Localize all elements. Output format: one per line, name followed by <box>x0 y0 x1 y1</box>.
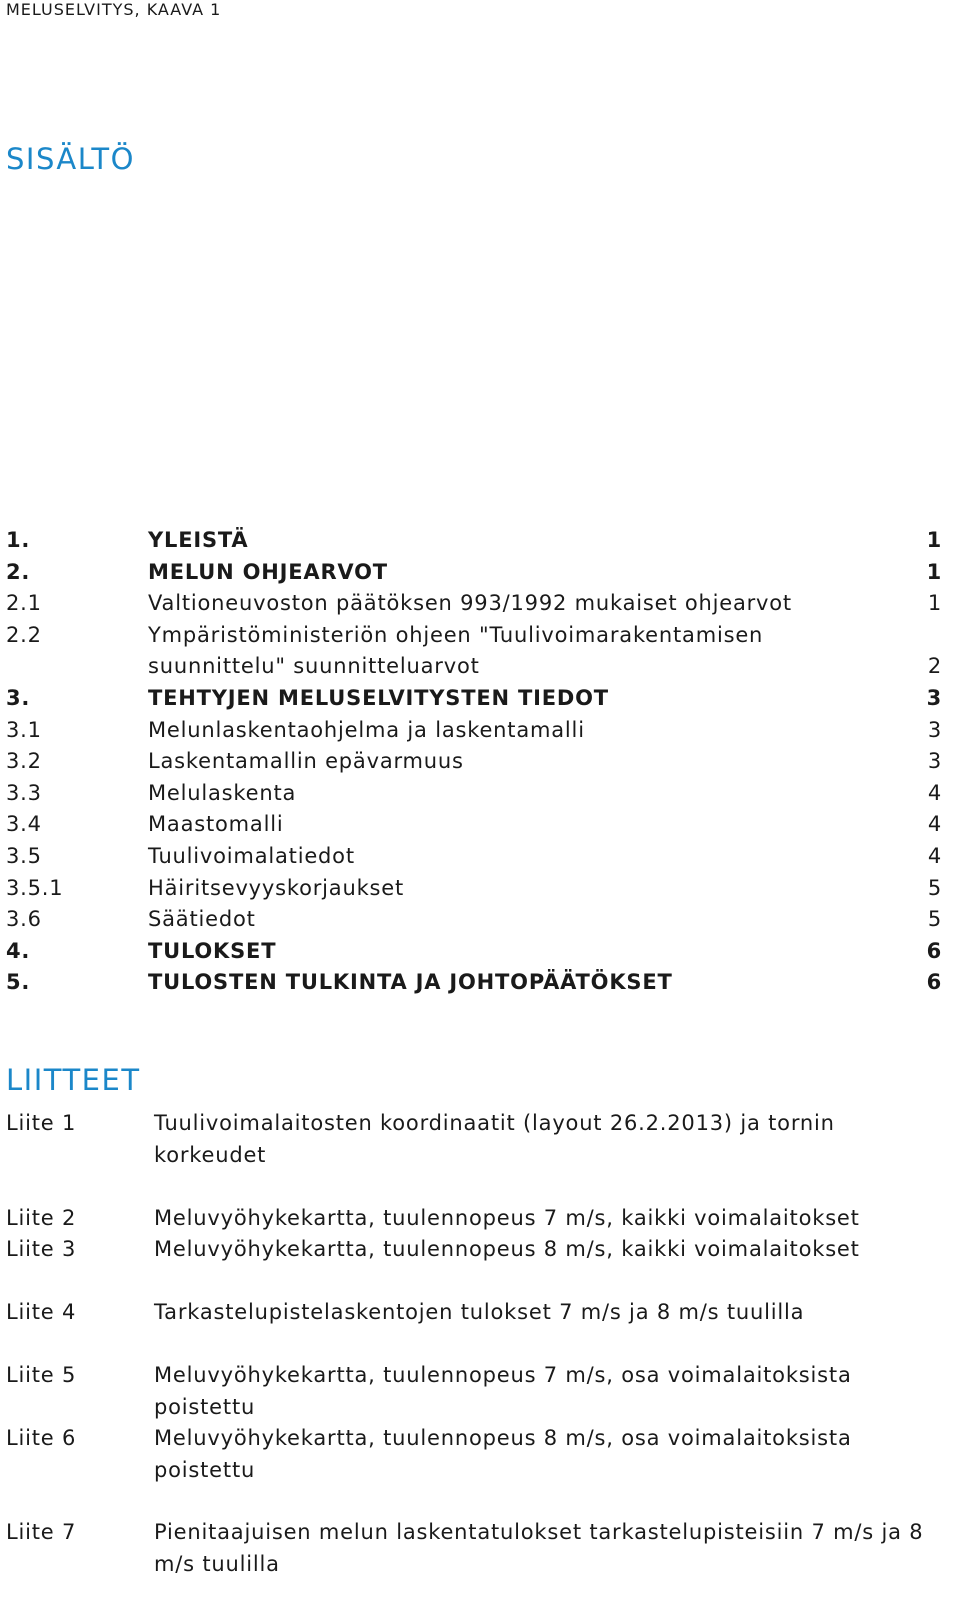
toc-entry[interactable] <box>6 841 942 873</box>
toc-entry-number: 2. <box>6 559 31 584</box>
appendix-label: Liite 3 <box>6 1237 77 1261</box>
appendix-text: Tarkastelupistelaskentojen tulokset 7 m/s ja 8 m/s tuulilla <box>154 1300 805 1324</box>
toc-entry[interactable] <box>6 525 942 557</box>
toc-entry-title: Valtioneuvoston päätöksen 993/1992 mukaiset ohjearvot <box>148 591 792 616</box>
toc-entry-page: 3 <box>927 749 942 774</box>
toc-entry-title: Ympäristöministeriön ohjeen "Tuulivoimarakentamisen suunnittelu" suunnitteluarvot <box>148 622 764 679</box>
document-header: MELUSELVITYS, KAAVA 1 <box>6 0 222 19</box>
appendix-label: Liite 5 <box>6 1363 77 1387</box>
toc-entry[interactable] <box>6 967 942 999</box>
toc-entry-title: MELUN OHJEARVOT <box>148 559 388 584</box>
toc-entry[interactable] <box>6 904 942 936</box>
toc-entry-title: YLEISTÄ <box>148 528 249 552</box>
toc-entry-number: 3.1 <box>6 717 42 742</box>
toc-entry-page: 6 <box>926 970 942 995</box>
appendix-text: Meluvyöhykekartta, tuulennopeus 8 m/s, kaikki voimalaitokset <box>154 1237 860 1261</box>
toc-entry[interactable] <box>6 683 942 715</box>
toc-entry-title: Tuulivoimalatiedot <box>148 843 355 868</box>
toc-entry-page: 1 <box>927 591 942 616</box>
toc-entry-number: 2.1 <box>6 591 42 616</box>
toc-entry-number: 1. <box>6 528 31 552</box>
appendix-text: Meluvyöhykekartta, tuulennopeus 8 m/s, osa voimalaitoksista poistettu <box>154 1426 852 1482</box>
toc-entry[interactable] <box>6 715 942 747</box>
toc-entry-title: Laskentamallin epävarmuus <box>148 749 464 774</box>
toc-entry-number: 2.2 <box>6 622 42 647</box>
toc-entry-page: 4 <box>927 843 942 868</box>
toc-entry[interactable] <box>6 588 942 620</box>
toc-entry-page: 1 <box>926 528 942 552</box>
toc-entry-title: Melunlaskentaohjelma ja laskentamalli <box>148 717 585 742</box>
toc-entry-page: 3 <box>927 717 942 742</box>
toc-entry-number: 5. <box>6 970 31 995</box>
toc-heading: SISÄLTÖ <box>6 142 135 176</box>
appendix-text: Tuulivoimalaitosten koordinaatit (layout 26.2.2013) ja tornin korkeudet <box>154 1111 835 1167</box>
appendix-text: Pienitaajuisen melun laskentatulokset tarkastelupisteisiin 7 m/s ja 8 m/s tuulilla <box>154 1520 924 1576</box>
toc-entry[interactable] <box>6 778 942 810</box>
appendix-label: Liite 1 <box>6 1111 77 1135</box>
appendix-label: Liite 7 <box>6 1520 77 1544</box>
appendix-heading: LIITTEET <box>6 1063 141 1097</box>
toc-entry[interactable] <box>6 936 942 968</box>
toc-entry[interactable] <box>6 809 942 841</box>
toc-entry-page: 3 <box>926 685 942 710</box>
toc-entry-title: TULOSTEN TULKINTA JA JOHTOPÄÄTÖKSET <box>148 970 673 995</box>
appendix-label: Liite 2 <box>6 1206 77 1230</box>
toc-entry[interactable] <box>6 746 942 778</box>
toc-entry-page: 5 <box>927 907 942 932</box>
toc-entry-title: Säätiedot <box>148 907 256 932</box>
toc-entry-number: 3.4 <box>6 812 42 837</box>
toc-entry-number: 3.6 <box>6 907 42 932</box>
toc-entry-number: 3.5.1 <box>6 875 64 900</box>
toc-entry-page: 4 <box>927 812 942 837</box>
toc-entry-page: 2 <box>927 654 942 679</box>
toc-entry-page: 4 <box>927 780 942 805</box>
toc-entry[interactable] <box>6 557 942 589</box>
toc-entry-page: 6 <box>926 938 942 963</box>
toc-entry-page: 5 <box>927 875 942 900</box>
toc-entry-title: Maastomalli <box>148 812 284 837</box>
toc-entry[interactable] <box>6 873 942 905</box>
toc-entry-title: Häiritsevyyskorjaukset <box>148 875 405 900</box>
toc-entry-page: 1 <box>926 559 942 584</box>
toc-entry-number: 3.3 <box>6 780 42 805</box>
toc-entry-title: Melulaskenta <box>148 780 297 805</box>
appendix-text: Meluvyöhykekartta, tuulennopeus 7 m/s, kaikki voimalaitokset <box>154 1206 860 1230</box>
table-of-contents <box>6 525 942 999</box>
toc-entry-number: 3. <box>6 685 31 710</box>
toc-entry-number: 3.2 <box>6 749 42 774</box>
appendix-label: Liite 6 <box>6 1426 77 1450</box>
toc-entry-number: 4. <box>6 938 31 963</box>
toc-entry-title: TULOKSET <box>148 938 277 963</box>
appendix-text: Meluvyöhykekartta, tuulennopeus 7 m/s, osa voimalaitoksista poistettu <box>154 1363 852 1419</box>
toc-entry[interactable] <box>6 620 942 683</box>
toc-entry-title: TEHTYJEN MELUSELVITYSTEN TIEDOT <box>148 685 609 710</box>
toc-entry-number: 3.5 <box>6 843 42 868</box>
appendix-label: Liite 4 <box>6 1300 77 1324</box>
